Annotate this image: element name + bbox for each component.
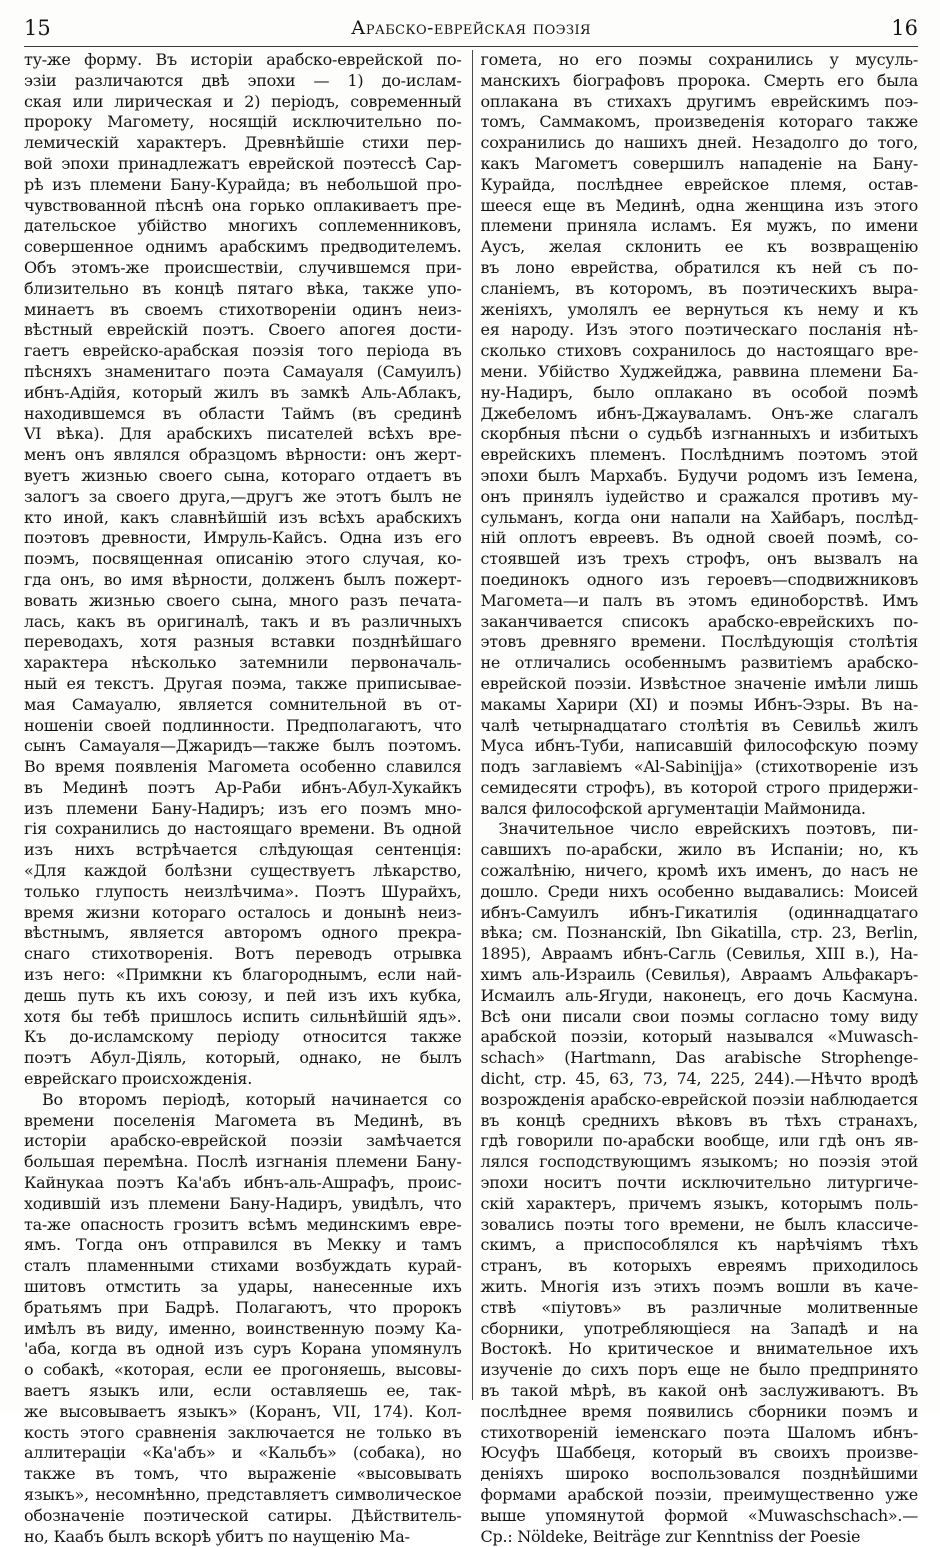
text-line: обозначеніе поэтической сатиры. Дѣйствитель- [24,1505,462,1525]
running-header [24,10,918,47]
text-line: химъ аль-Израиль (Севилья), Авраамъ Альфакаръ- [480,965,918,985]
text-line: имѣлъ въ виду, именно, воинственную поэму Ка- [24,1318,462,1338]
text-line: ибнъ-Самуилъ ибнъ-Гикатилія (одиннадцатаго [480,902,918,922]
text-line: шееся еще въ Мединѣ, одна женщина изъ этого [480,195,918,215]
text-line: Кайнукаа поэтъ Ка'абъ ибнъ-аль-Ашрафъ, проис- [24,1173,462,1193]
text-line: вѣстный еврейскій поэтъ. Своего апогея дости- [24,320,462,340]
text-line: савшихъ по-арабски, жило въ Испаніи; но, къ [480,840,918,860]
text-line: поэтовъ древности, Имруль-Кайсъ. Одна изъ его [24,528,462,548]
text-line: мая Самауалю, является сомнительной въ от- [24,694,462,714]
text-line: ній оплотъ евреевъ. Въ одной своей поэмѣ, со- [480,528,918,548]
text-line: же высовываетъ языкъ» (Коранъ, VII, 174). Кол- [24,1401,462,1421]
running-title: Арабско-еврейская поэзія [351,17,591,39]
text-line: сульманъ, когда они напали на Хайбаръ, послѣд- [480,507,918,527]
right-text-column [480,50,919,1546]
text-line: не отличались особеннымъ развитіемъ арабско- [480,653,918,673]
text-line: ходившій изъ племени Бану-Надиръ, увидѣлъ, что [24,1193,462,1213]
text-line: гія сохранились до настоящаго времени. Въ одной [24,819,462,839]
text-line: семидесяти строфъ), въ которой строго придержи- [480,777,918,797]
text-line: ибнъ-Адійя, который жилъ въ замкѣ Аль-Аблакъ, [24,382,462,402]
text-line: также въ томъ, что выраженіе «высовывать [24,1464,462,1484]
text-line: ствѣ «піутовъ» въ различные молитвенные [480,1297,918,1317]
text-line: Cp.: Nöldeke, Beiträge zur Kenntniss der Poesie [480,1526,861,1546]
text-line: формами арабской поэзіи, преимущественно уже [480,1484,918,1504]
text-line: дательское убійство многихъ соплеменниковъ, [24,216,462,236]
text-line: скимъ, а приспособлялся къ нарѣчіямъ тѣхъ [480,1235,918,1255]
text-line: чувствованной пѣснѣ она горько оплакиваетъ пре- [24,195,462,215]
text-line: онъ принялъ іудейство и сражался противъ му- [480,486,918,506]
text-line: лялся господствующимъ языкомъ; но поэзія этой [480,1152,918,1172]
left-text-column [24,50,462,1546]
text-line: возрожденія арабско-еврейской поэзіи наблюдается [480,1089,918,1109]
text-line: эзіи различаются двѣ эпохи — 1) до-ислам- [24,70,462,90]
text-line: времени поселенія Магомета въ Мединѣ, въ [24,1110,462,1130]
text-line: Юсуфъ Шаббеця, который въ своихъ произве- [480,1443,918,1463]
text-line: Всѣ они писали свои поэмы согласно тому виду [480,1006,918,1026]
text-line: ту-же форму. Въ исторіи арабско-еврейской по- [24,50,462,69]
text-line: Востокѣ. Но критическое и внимательное ихъ [480,1339,918,1359]
text-line: 1895), Авраамъ ибнъ-Сагль (Севилья, XIII в.), На- [480,944,918,964]
text-line: снаго стихотворенія. Вотъ переводъ отрывка [24,944,462,964]
text-line: Во второмъ періодѣ, который начинается со [42,1089,462,1109]
text-line: dicht, стр. 45, 63, 73, 74, 225, 244).—Нѣчто вродѣ [480,1069,918,1089]
text-line: жить. Многія изъ этихъ поэмъ вошли въ каче- [480,1277,918,1297]
text-line: изъ нихъ встрѣчается слѣдующая сентенція: [24,840,462,860]
text-line: гаетъ еврейско-арабская поэзія того періода въ [24,341,462,361]
text-line: гдѣ говорили по-арабски вообще, или гдѣ онъ яв- [480,1131,918,1151]
text-line: 'аба, когда въ одной изъ суръ Корана упомянулъ [24,1339,462,1359]
text-line: только глупость неизлѣчима». Поэтъ Шурайхъ, [24,881,462,901]
text-line: совершенное однимъ арабскимъ предводителемъ. [24,237,462,257]
text-line: сохранились до нашихъ дней. Незадолго до того, [480,133,918,153]
text-line: ваетъ языкъ или, если оставляешь ее, так- [24,1381,462,1400]
text-line: пророку Магомету, носящій исключительно по- [24,112,462,132]
text-line: деніяхъ широко воспользовался позднѣйшими [480,1464,918,1484]
text-line: дошло. Среди нихъ особенно выдавались: Моисей [480,881,918,901]
text-line: подъ заглавіемъ «Al-Sabinijja» (стихотвореніе изъ [480,757,918,777]
text-line: въ лоно еврейства, обратился къ ней съ по- [480,257,918,277]
text-line: скій характеръ, причемъ языкъ, которымъ поль- [480,1193,918,1213]
text-line: стихотвореній іеменскаго поэта Шаломъ ибнъ- [480,1422,918,1442]
text-line: оплакана въ стихахъ другимъ еврейскимъ поэ- [480,91,918,111]
text-line: ея народу. Изъ этого поэтическаго посланія нѣ- [480,320,918,340]
text-line: ну-Надиръ, было оплакано въ особой поэмѣ [480,382,918,402]
text-columns [24,50,918,1546]
text-line: эпохи носитъ почти исключительно литургиче- [480,1173,918,1193]
text-line: вой эпохи принадлежатъ еврейской поэтессѣ Сар- [24,153,462,173]
text-line: минаетъ въ своемъ стихотвореніи одинъ неиз- [24,299,462,319]
text-line: большая перемѣна. Послѣ изгнанія племени Бану- [24,1152,462,1172]
text-line: лемическій характеръ. Древнѣйшіе стихи пер- [24,133,462,153]
text-line: въ концѣ среднихъ вѣковъ въ тѣхъ странахъ, [480,1110,918,1130]
text-line: сожалѣнію, ничего, кромѣ ихъ именъ, до насъ не [480,861,918,881]
text-line: лась, какъ въ оригиналѣ, такъ и въ различныхъ [24,611,462,631]
text-line: Джебеломъ ибнъ-Джауваламъ. Онъ-же слагалъ [480,403,918,423]
text-line: залогъ за своего друга,—другъ же этотъ былъ не [24,486,462,506]
text-line: племени приняла исламъ. Ея мужъ, по имени [480,216,918,236]
text-line: находившемся въ области Таймъ (въ срединѣ [24,403,462,423]
text-line: характера нѣсколько затемнили первоначаль- [24,653,462,673]
text-line: ношеніи своей подлинности. Предполагаютъ, что [24,715,462,735]
text-line: «Для каждой болѣзни существуетъ лѣкарство, [24,861,462,881]
text-line: рѣ изъ племени Бану-Курайда; въ небольшой про- [24,174,462,194]
text-line: Исмаилъ аль-Ягуди, наконецъ, его дочь Касмуна. [480,985,918,1005]
column-divider [472,50,473,1400]
text-line: Во время появленія Магомета особенно славился [24,757,462,777]
text-line: еврейскихъ племенъ. Послѣднимъ поэтомъ этой [480,445,918,465]
text-line: сланіемъ, въ которомъ, въ поэтическихъ выра- [480,278,918,298]
text-line: выше упомянутой формой «Muwaschschach».— [480,1505,918,1525]
text-line: поэтъ Абул-Діяль, который, однако, не былъ [24,1048,462,1068]
text-line: о собакѣ, «которая, если ее прогоняешь, высовы- [24,1360,462,1380]
text-line: Аусъ, желая склонить ее къ возвращенію [480,237,918,257]
text-line: сколько стиховъ сохранилось до настоящаго вре- [480,341,918,361]
text-line: сборники, употребляющіеся на Западѣ и на [480,1318,918,1338]
text-line: шитовъ отмстить за удары, нанесенные ихъ [24,1277,462,1297]
text-line: женіяхъ, умолялъ ее вернуться къ нему и къ [480,299,918,319]
text-line: поэмъ, посвященная описанію этого случая, ко- [24,549,462,569]
text-line: аллитераціи «Ка'абъ» и «Кальбъ» (собака), но [24,1443,462,1463]
text-line: вался философской аргументаціи Маймонида. [480,798,866,818]
text-line: schach» (Hartmann, Das arabische Strophenge- [480,1048,918,1068]
text-line: въ Мединѣ поэтъ Ар-Раби ибнъ-Абул-Хукайкъ [24,777,462,797]
text-line: этовъ древняго времени. Послѣдующія столѣтія [480,632,918,652]
text-line: томъ, Саммакомъ, произведенія котораго также [480,112,918,132]
text-line: хотя бы тебѣ пришлось испить сильнѣйшій ядъ». [24,1006,462,1026]
text-line: сынъ Самауаля—Джаридъ—также былъ поэтомъ. [24,736,462,756]
text-line: вовать жизнью своего сына, много разъ печата- [24,590,462,610]
text-line: стоявшей изъ трехъ строфъ, онъ вызвалъ на [480,549,918,569]
text-line: странъ, въ которыхъ евреямъ приходилось [480,1256,918,1276]
text-line: вуетъ жизнью своего сына, котораго отдаетъ въ [24,465,462,485]
text-line: изученіе до сихъ поръ еще не было предпринято [480,1360,918,1380]
text-line: вѣка; см. Познанскій, Ibn Gikatilla, стр. 23, Berlin, [480,923,918,943]
text-line: пѣсняхъ знаменитаго поэта Самауаля (Самуилъ) [24,361,462,381]
text-line: ный ея текстъ. Другая поэма, также приписывае- [24,673,462,693]
text-line: послѣднее время появились сборники поэмъ и [480,1401,918,1421]
text-line: поединокъ одного изъ героевъ—сподвижниковъ [480,569,918,589]
text-line: гда онъ, во имя вѣрности, долженъ былъ пожерт- [24,569,462,589]
text-line: та-же опасность грозитъ всѣмъ мединскимъ евре- [24,1214,462,1234]
text-line: время жизни котораго осталось и донынѣ неиз- [24,902,462,922]
text-line: въ такой мѣрѣ, въ какой онѣ заслуживаютъ. Въ [480,1381,918,1400]
text-line: языкъ», несомнѣнно, представляетъ символическое [24,1484,462,1504]
text-line: мени. Убійство Худжейджа, раввина племени Ба- [480,361,918,381]
text-line: Къ до-исламскому періоду относится также [24,1027,462,1047]
text-line: но, Каабъ былъ вскорѣ убитъ по наущенію Ма- [24,1526,410,1546]
text-line: скорбныя пѣсни о судьбѣ изгнанныхъ и избитыхъ [480,424,918,444]
right-page-number: 16 [891,16,918,40]
text-line: менъ онъ являлся образцомъ вѣрности: онъ жерт- [24,445,462,465]
text-line: VI вѣка). Для арабскихъ писателей всѣхъ вре- [24,424,462,444]
text-line: макамы Харири (XI) и поэмы Ибнъ-Эзры. Въ на- [480,694,918,714]
text-line: какъ Магометъ совершилъ нападеніе на Бану- [480,153,918,173]
text-line: Муса ибнъ-Туби, написавшій философскую поэму [480,736,918,756]
text-line: сталъ пламенными стихами возбуждать курай- [24,1256,462,1276]
text-line: ямъ. Тогда онъ отправился въ Мекку и тамъ [24,1235,462,1255]
text-line: эпохи былъ Мархабъ. Будучи родомъ изъ Іемена, [480,465,918,485]
text-line: изъ племени Бану-Надиръ; изъ его поэмъ мно- [24,798,462,818]
text-line: арабской поэзіи, который назывался «Muwasch- [480,1027,918,1047]
text-line: еврейской поэзіи. Извѣстное значеніе имѣли лишь [480,673,918,693]
text-line: еврейскаго происхожденія. [24,1069,253,1089]
text-line: вѣстнымъ, является авторомъ одного прекра- [24,923,462,943]
text-line: Курайда, послѣднее еврейское племя, остав- [480,174,918,194]
text-line: чалѣ четырнадцатаго столѣтія въ Севильѣ жилъ [480,715,918,735]
text-line: дешь путь къ ихъ союзу, и пей изъ ихъ кубка, [24,985,462,1005]
text-line: братьямъ при Бадрѣ. Полагаютъ, что пророкъ [24,1297,462,1317]
text-line: Магомета—и палъ въ этомъ единоборствѣ. Имъ [480,590,918,610]
text-line: исторіи арабско-еврейской поэзіи замѣчается [24,1131,462,1151]
text-line: изъ него: «Примкни къ благороднымъ, если най- [24,965,462,985]
text-line: кость этого сравненія заключается не только въ [24,1422,462,1442]
left-page-number: 15 [24,16,51,40]
text-line: зовались поэты того времени, не былъ классиче- [480,1214,918,1234]
text-line: заканчивается списокъ арабско-еврейскихъ по- [480,611,918,631]
text-line: близительно въ концѣ пятаго вѣка, также упо- [24,278,462,298]
text-line: Значительное число еврейскихъ поэтовъ, пи- [498,819,918,839]
text-line: гомета, но его поэмы сохранились у мусуль- [480,50,918,69]
text-line: манскихъ біографовъ пророка. Смерть его была [480,70,918,90]
text-line: кто иной, какъ славнѣйшій изъ всѣхъ арабскихъ [24,507,462,527]
text-line: ская или лирическая и 2) періодъ, современный [24,91,462,111]
text-line: переводахъ, хотя разныя вставки позднѣйшаго [24,632,462,652]
text-line: Объ этомъ-же происшествіи, случившемся при- [24,257,462,277]
